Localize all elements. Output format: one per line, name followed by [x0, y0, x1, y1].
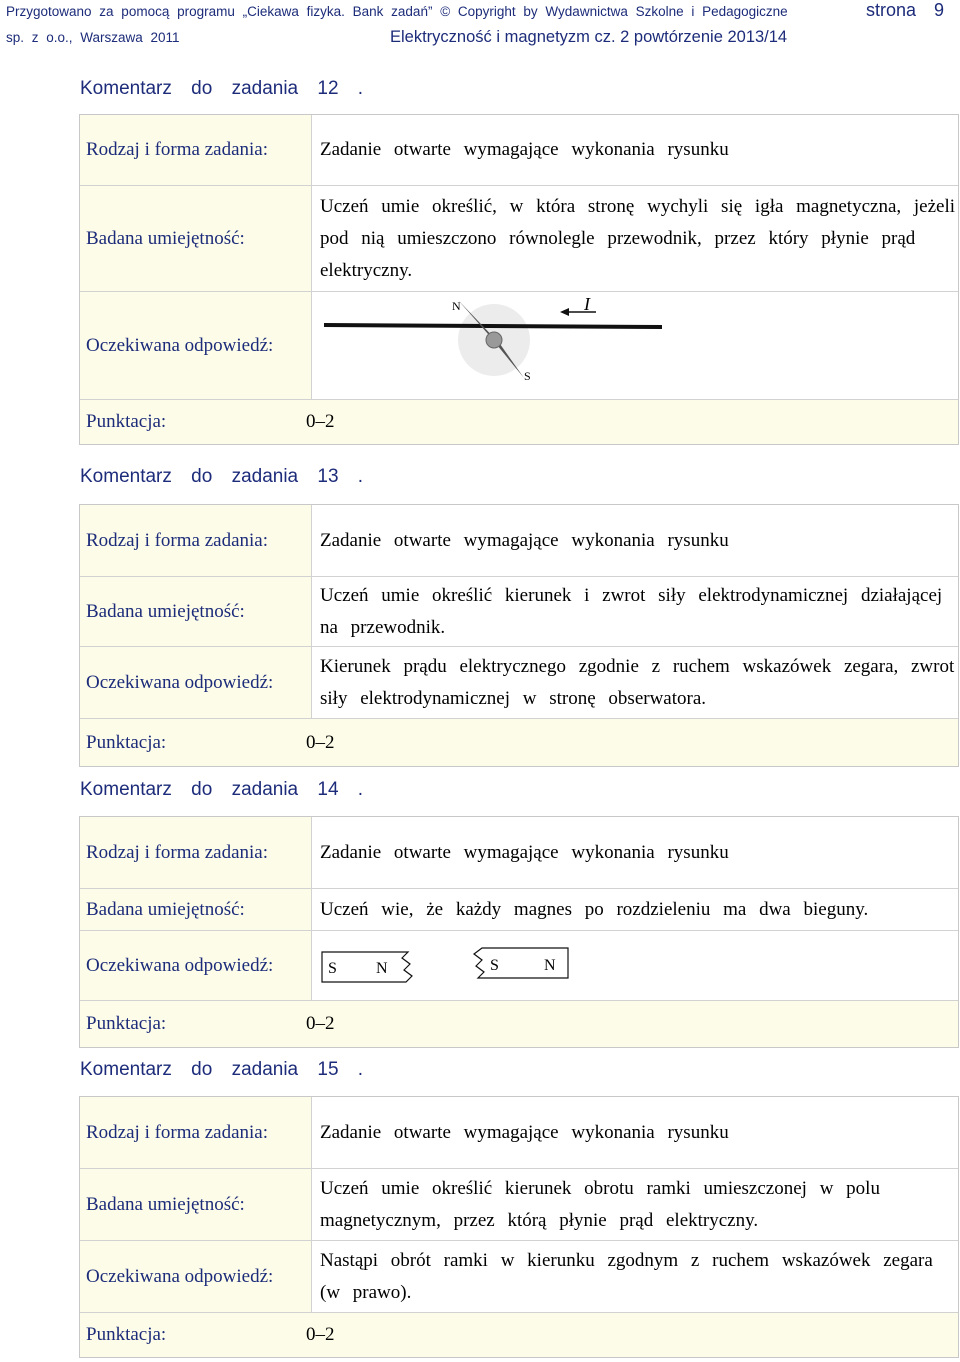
task-14-table — [79, 816, 959, 1048]
task-12-title: Komentarz do zadania 12 . — [80, 78, 364, 99]
type-label: Rodzaj i forma zadania: — [80, 1097, 312, 1168]
magnet-1-south: S — [328, 959, 337, 977]
current-arrowhead-icon — [560, 308, 569, 316]
answer-label: Oczekiwana odpowiedź: — [80, 647, 312, 718]
split-magnets-figure — [320, 946, 580, 986]
skill-label: Badana umiejętność: — [80, 889, 312, 930]
task-12-type: Zadanie otwarte wymagające wykonania rysunku — [320, 139, 729, 160]
conductor-wire — [324, 325, 662, 327]
task-14-type: Zadanie otwarte wymagające wykonania rysunku — [320, 841, 729, 863]
type-label: Rodzaj i forma zadania: — [80, 115, 312, 185]
skill-label: Badana umiejętność: — [80, 577, 312, 646]
task-14-skill-row — [80, 889, 958, 931]
header-publisher-line-2: sp. z o.o., Warszawa 2011 — [6, 30, 180, 45]
task-13-type-row — [80, 505, 958, 577]
answer-label: Oczekiwana odpowiedź: — [80, 292, 312, 399]
south-label: S — [524, 368, 531, 383]
task-13-points-row — [80, 719, 958, 766]
task-14-points-row — [80, 1001, 958, 1047]
document-subtitle: Elektryczność i magnetyzm cz. 2 powtórzenie 2013/14 — [390, 28, 788, 46]
task-15-skill: Uczeń umie określić kierunek obrotu ramki umieszczonej w polu magnetycznym, przez którą płynie prąd elektryczny. — [320, 1177, 880, 1231]
task-15-answer: Nastąpi obrót ramki w kierunku zgodnym z ruchem wskazówek zegara (w prawo). — [320, 1249, 933, 1303]
task-14-points: 0–2 — [306, 1013, 335, 1034]
task-15-answer-row — [80, 1241, 958, 1313]
points-label: Punktacja: — [86, 1013, 167, 1034]
task-13-answer: Kierunek prądu elektrycznego zgodnie z ruchem wskazówek zegara, zwrot siły elektrodynamicznej w stronę obserwatora. — [320, 655, 955, 709]
magnet-1-north: N — [376, 959, 388, 977]
skill-label: Badana umiejętność: — [80, 186, 312, 291]
current-label: I — [584, 297, 590, 314]
task-13-table — [79, 504, 959, 767]
type-label: Rodzaj i forma zadania: — [80, 505, 312, 576]
task-15-points-row — [80, 1313, 958, 1357]
task-15-type-row — [80, 1097, 958, 1169]
points-label: Punktacja: — [86, 411, 167, 432]
task-12-answer-row — [80, 292, 958, 400]
header-publisher-line: Przygotowano za pomocą programu „Ciekawa fizyka. Bank zadań” © Copyright by Wydawnictwa Szkolne i Pedagogiczne — [6, 4, 788, 19]
skill-label: Badana umiejętność: — [80, 1169, 312, 1240]
task-12-answer — [312, 292, 958, 399]
task-15-skill-row — [80, 1169, 958, 1241]
task-13-title: Komentarz do zadania 13 . — [80, 466, 364, 487]
needle-pivot — [486, 332, 502, 348]
points-label: Punktacja: — [86, 731, 167, 753]
task-14-title: Komentarz do zadania 14 . — [80, 779, 364, 800]
task-13-answer-row — [80, 647, 958, 719]
task-13-points: 0–2 — [306, 731, 335, 753]
task-13-skill-row — [80, 577, 958, 647]
task-14-answer-row — [80, 931, 958, 1001]
task-12-points: 0–2 — [306, 411, 335, 432]
task-14-answer — [312, 931, 958, 1000]
task-12-skill: Uczeń umie określić, w która stronę wychyli się igła magnetyczna, jeżeli pod nią umieszczono równolegle przewodnik, przez który płynie prąd elektryczny. — [320, 195, 956, 281]
compass-needle-figure — [320, 298, 680, 394]
task-14-skill: Uczeń wie, że każdy magnes po rozdzieleniu ma dwa bieguny. — [320, 898, 869, 920]
points-label: Punktacja: — [86, 1324, 167, 1345]
answer-label: Oczekiwana odpowiedź: — [80, 931, 312, 1000]
task-12-points-row — [80, 400, 958, 444]
page-number: 9 — [933, 0, 944, 20]
magnet-2-south: S — [490, 956, 499, 974]
task-14-type-row — [80, 817, 958, 889]
task-12-skill-row — [80, 186, 958, 292]
task-12-type-row — [80, 115, 958, 186]
task-15-table — [79, 1096, 959, 1358]
magnet-2-north: N — [544, 956, 556, 974]
answer-label: Oczekiwana odpowiedź: — [80, 1241, 312, 1312]
task-13-type: Zadanie otwarte wymagające wykonania rysunku — [320, 529, 729, 551]
page-label: strona — [865, 0, 916, 20]
type-label: Rodzaj i forma zadania: — [80, 817, 312, 888]
task-15-points: 0–2 — [306, 1324, 335, 1345]
page-indicator — [866, 0, 944, 21]
task-15-type: Zadanie otwarte wymagające wykonania rysunku — [320, 1121, 729, 1143]
north-label: N — [452, 298, 461, 313]
task-13-skill: Uczeń umie określić kierunek i zwrot siły elektrodynamicznej działającej na przewodnik. — [320, 584, 943, 638]
task-15-title: Komentarz do zadania 15 . — [80, 1059, 364, 1080]
task-12-table — [79, 114, 959, 445]
